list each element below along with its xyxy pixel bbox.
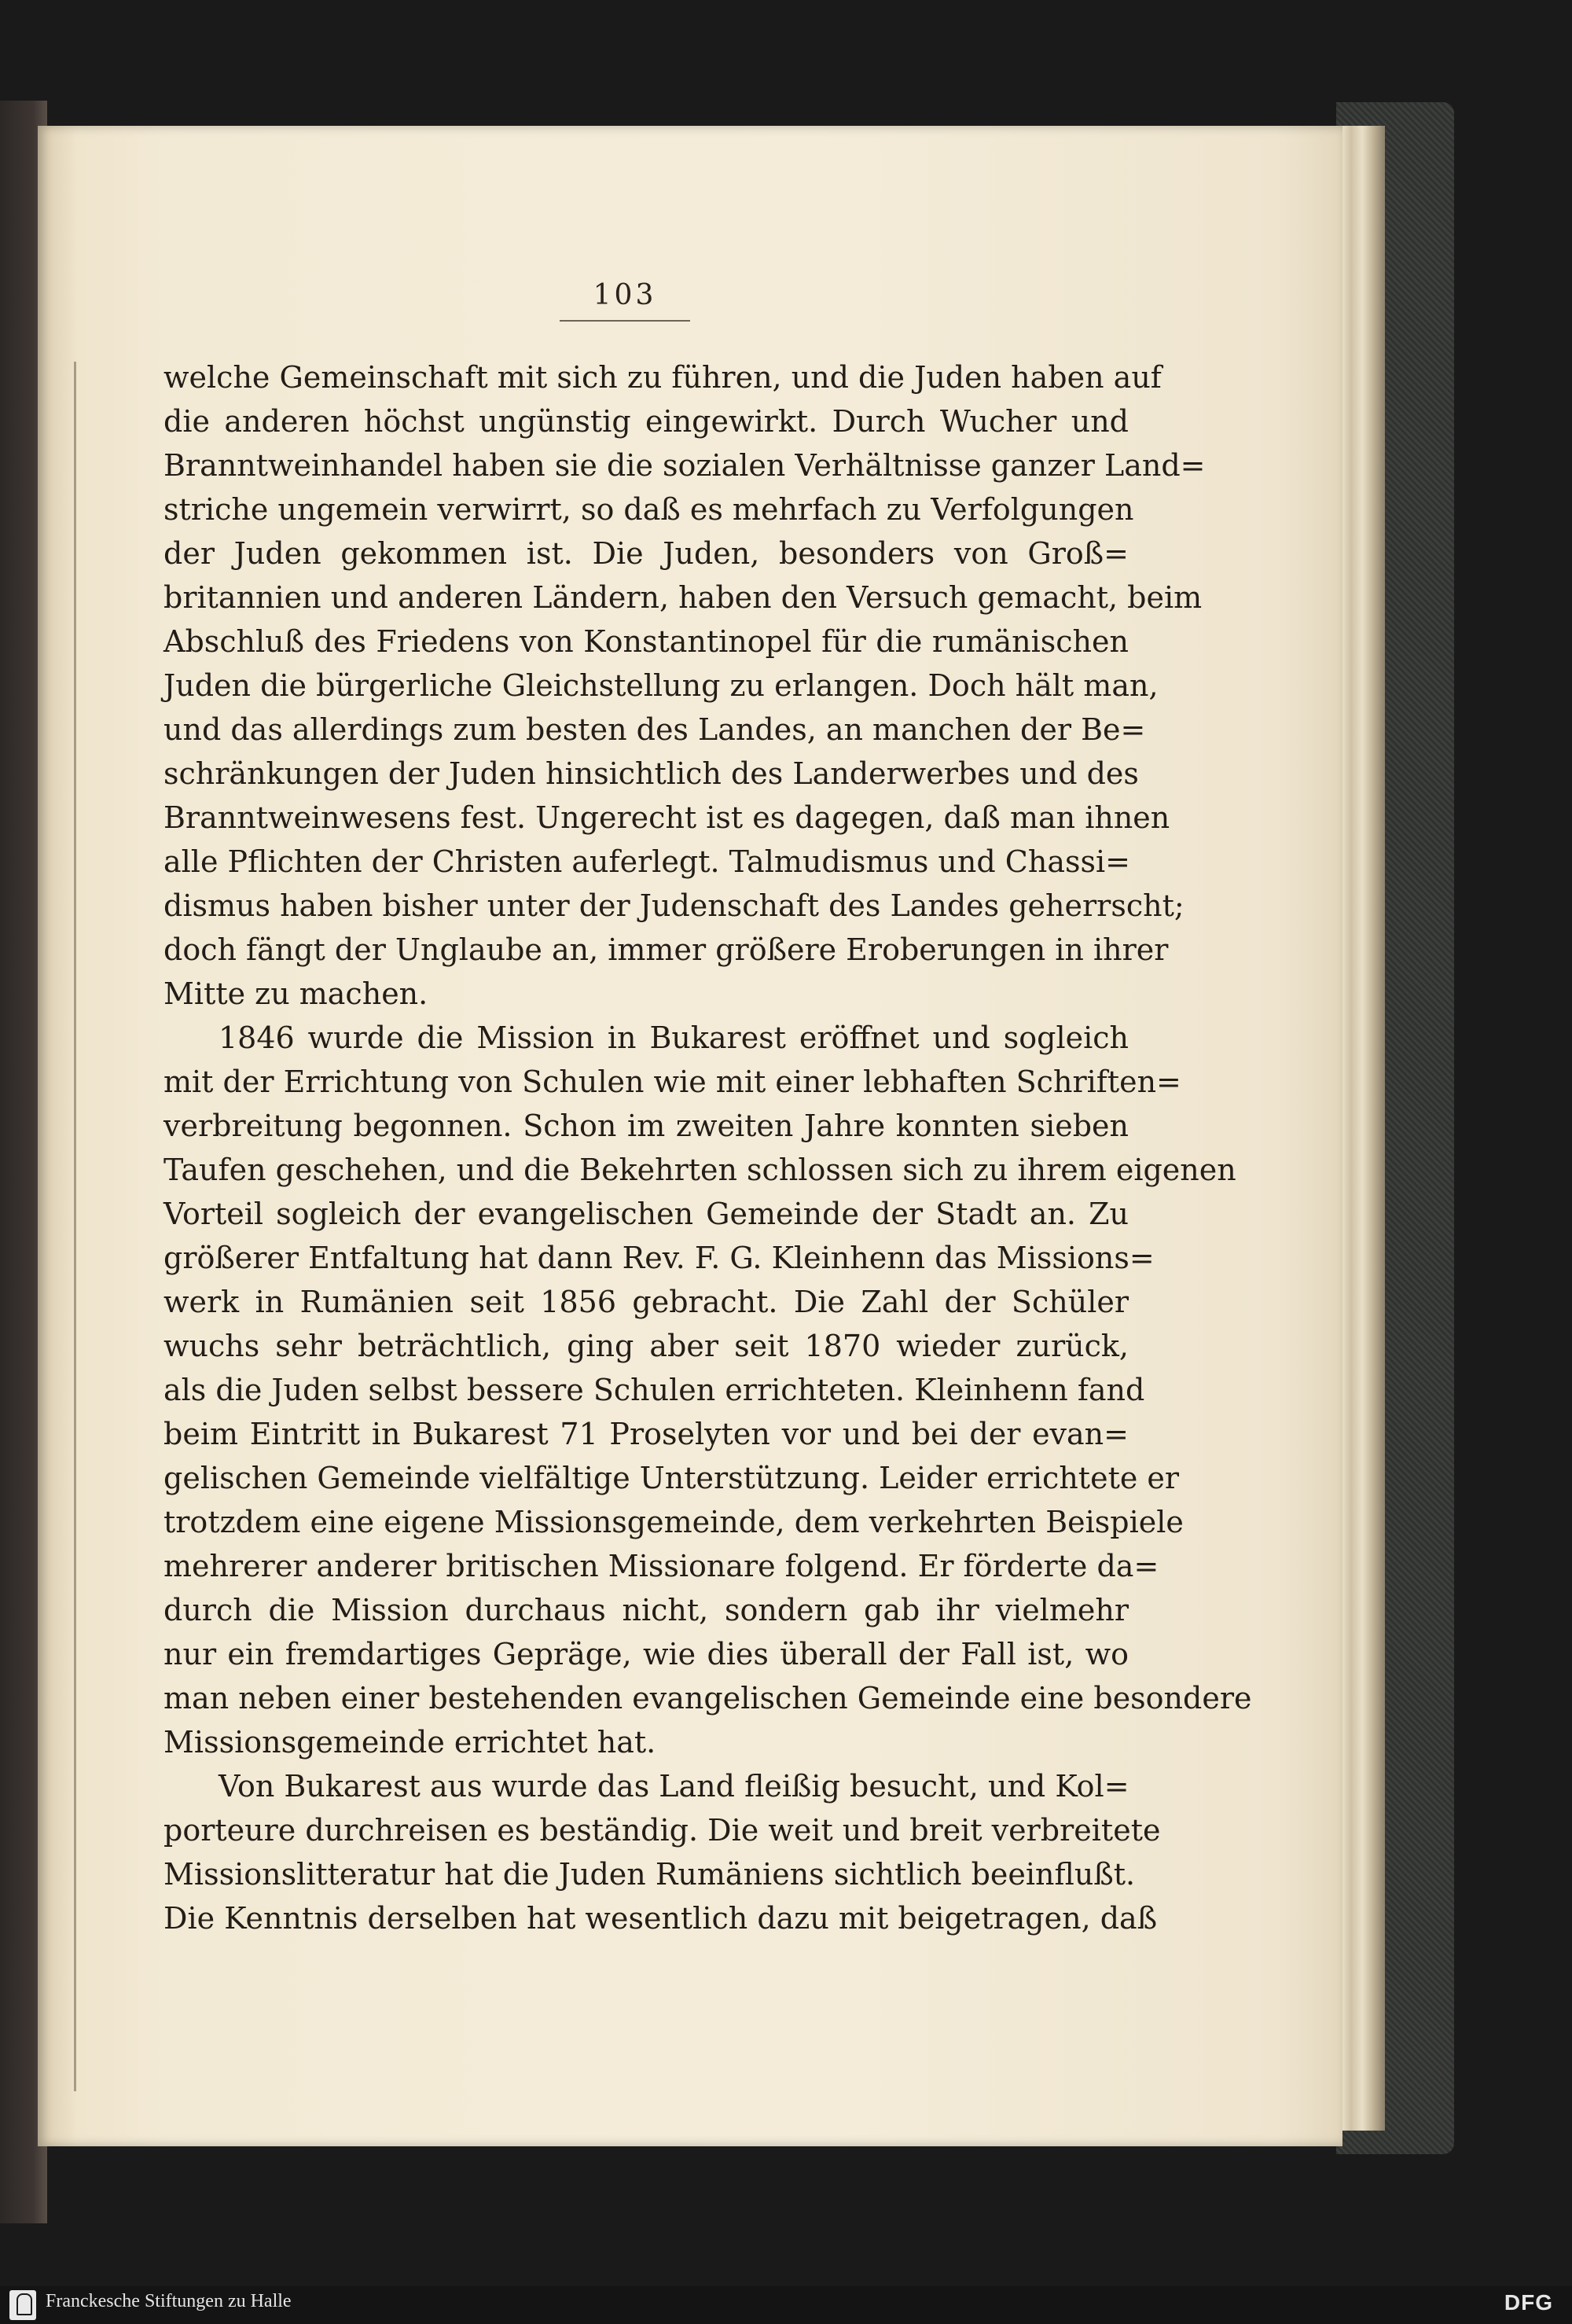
text-line: als die Juden selbst bessere Schulen errichteten. Kleinhenn fand (163, 1373, 1145, 1407)
text-line: schränkungen der Juden hinsichtlich des Landerwerbes und des (163, 756, 1139, 791)
text-line: mit der Errichtung von Schulen wie mit einer lebhaften Schriften= (163, 1065, 1181, 1099)
text-line: Branntweinhandel haben sie die sozialen Verhältnisse ganzer Land= (163, 448, 1206, 483)
text-line: Juden die bürgerliche Gleichstellung zu erlangen. Doch hält man, (163, 668, 1159, 703)
dfg-logo: DFG (1504, 2290, 1553, 2315)
text-line: beim Eintritt in Bukarest 71 Proselyten vor und bei der evan= (163, 1417, 1129, 1451)
text-line: durch die Mission durchaus nicht, sondern gab ihr vielmehr (163, 1593, 1129, 1627)
page-number: 103 (593, 279, 657, 311)
text-line: die anderen höchst ungünstig eingewirkt. Durch Wucher und (163, 404, 1129, 439)
text-line: Abschluß des Friedens von Konstantinopel für die rumänischen (163, 624, 1129, 659)
text-line: dismus haben bisher unter der Judenschaft des Landes geherrscht; (163, 888, 1185, 923)
text-line: alle Pflichten der Christen auferlegt. Talmudismus und Chassi= (163, 844, 1130, 879)
text-line: britannien und anderen Ländern, haben den Versuch gemacht, beim (163, 580, 1203, 615)
text-line: Taufen geschehen, und die Bekehrten schlossen sich zu ihrem eigenen (163, 1153, 1236, 1187)
text-line: Vorteil sogleich der evangelischen Gemeinde der Stadt an. Zu (163, 1197, 1129, 1231)
text-line: Missionsgemeinde errichtet hat. (163, 1725, 656, 1760)
page-number-rule (560, 320, 690, 322)
text-line: welche Gemeinschaft mit sich zu führen, und die Juden haben auf (163, 360, 1162, 395)
text-line: striche ungemein verwirrt, so daß es mehrfach zu Verfolgungen (163, 492, 1134, 527)
text-line: mehrerer anderer britischen Missionare folgend. Er förderte da= (163, 1549, 1159, 1583)
text-line: und das allerdings zum besten des Landes, an manchen der Be= (163, 712, 1146, 747)
text-line: gelischen Gemeinde vielfältige Unterstützung. Leider errichtete er (163, 1461, 1180, 1495)
text-line: nur ein fremdartiges Gepräge, wie dies überall der Fall ist, wo (163, 1637, 1129, 1671)
text-line: 1846 wurde die Mission in Bukarest eröffnet und sogleich (219, 1020, 1129, 1055)
text-line: größerer Entfaltung hat dann Rev. F. G. Kleinhenn das Missions= (163, 1241, 1155, 1275)
text-line: Branntweinwesens fest. Ungerecht ist es dagegen, daß man ihnen (163, 800, 1170, 835)
text-line: doch fängt der Unglaube an, immer größere Eroberungen in ihrer (163, 932, 1169, 967)
text-line: der Juden gekommen ist. Die Juden, besonders von Groß= (163, 536, 1129, 571)
text-line: Von Bukarest aus wurde das Land fleißig besucht, und Kol= (219, 1769, 1129, 1804)
text-line: verbreitung begonnen. Schon im zweiten Jahre konnten sieben (163, 1109, 1129, 1143)
text-line: man neben einer bestehenden evangelischen Gemeinde eine besondere (163, 1681, 1252, 1715)
text-line: porteure durchreisen es beständig. Die weit und breit verbreitete (163, 1813, 1161, 1848)
institution-name: Franckesche Stiftungen zu Halle (46, 2291, 292, 2311)
gutter-line (74, 362, 76, 2091)
institution-logo-icon (9, 2290, 36, 2320)
text-line: wuchs sehr beträchtlich, ging aber seit 1870 wieder zurück, (163, 1329, 1129, 1363)
text-line: Die Kenntnis derselben hat wesentlich dazu mit beigetragen, daß (163, 1901, 1158, 1936)
text-line: Mitte zu machen. (163, 976, 428, 1011)
text-line: Missionslitteratur hat die Juden Rumäniens sichtlich beeinflußt. (163, 1857, 1136, 1892)
text-line: trotzdem eine eigene Missionsgemeinde, dem verkehrten Beispiele (163, 1505, 1184, 1539)
text-line: werk in Rumänien seit 1856 gebracht. Die Zahl der Schüler (163, 1285, 1129, 1319)
body-text (163, 355, 1252, 1940)
